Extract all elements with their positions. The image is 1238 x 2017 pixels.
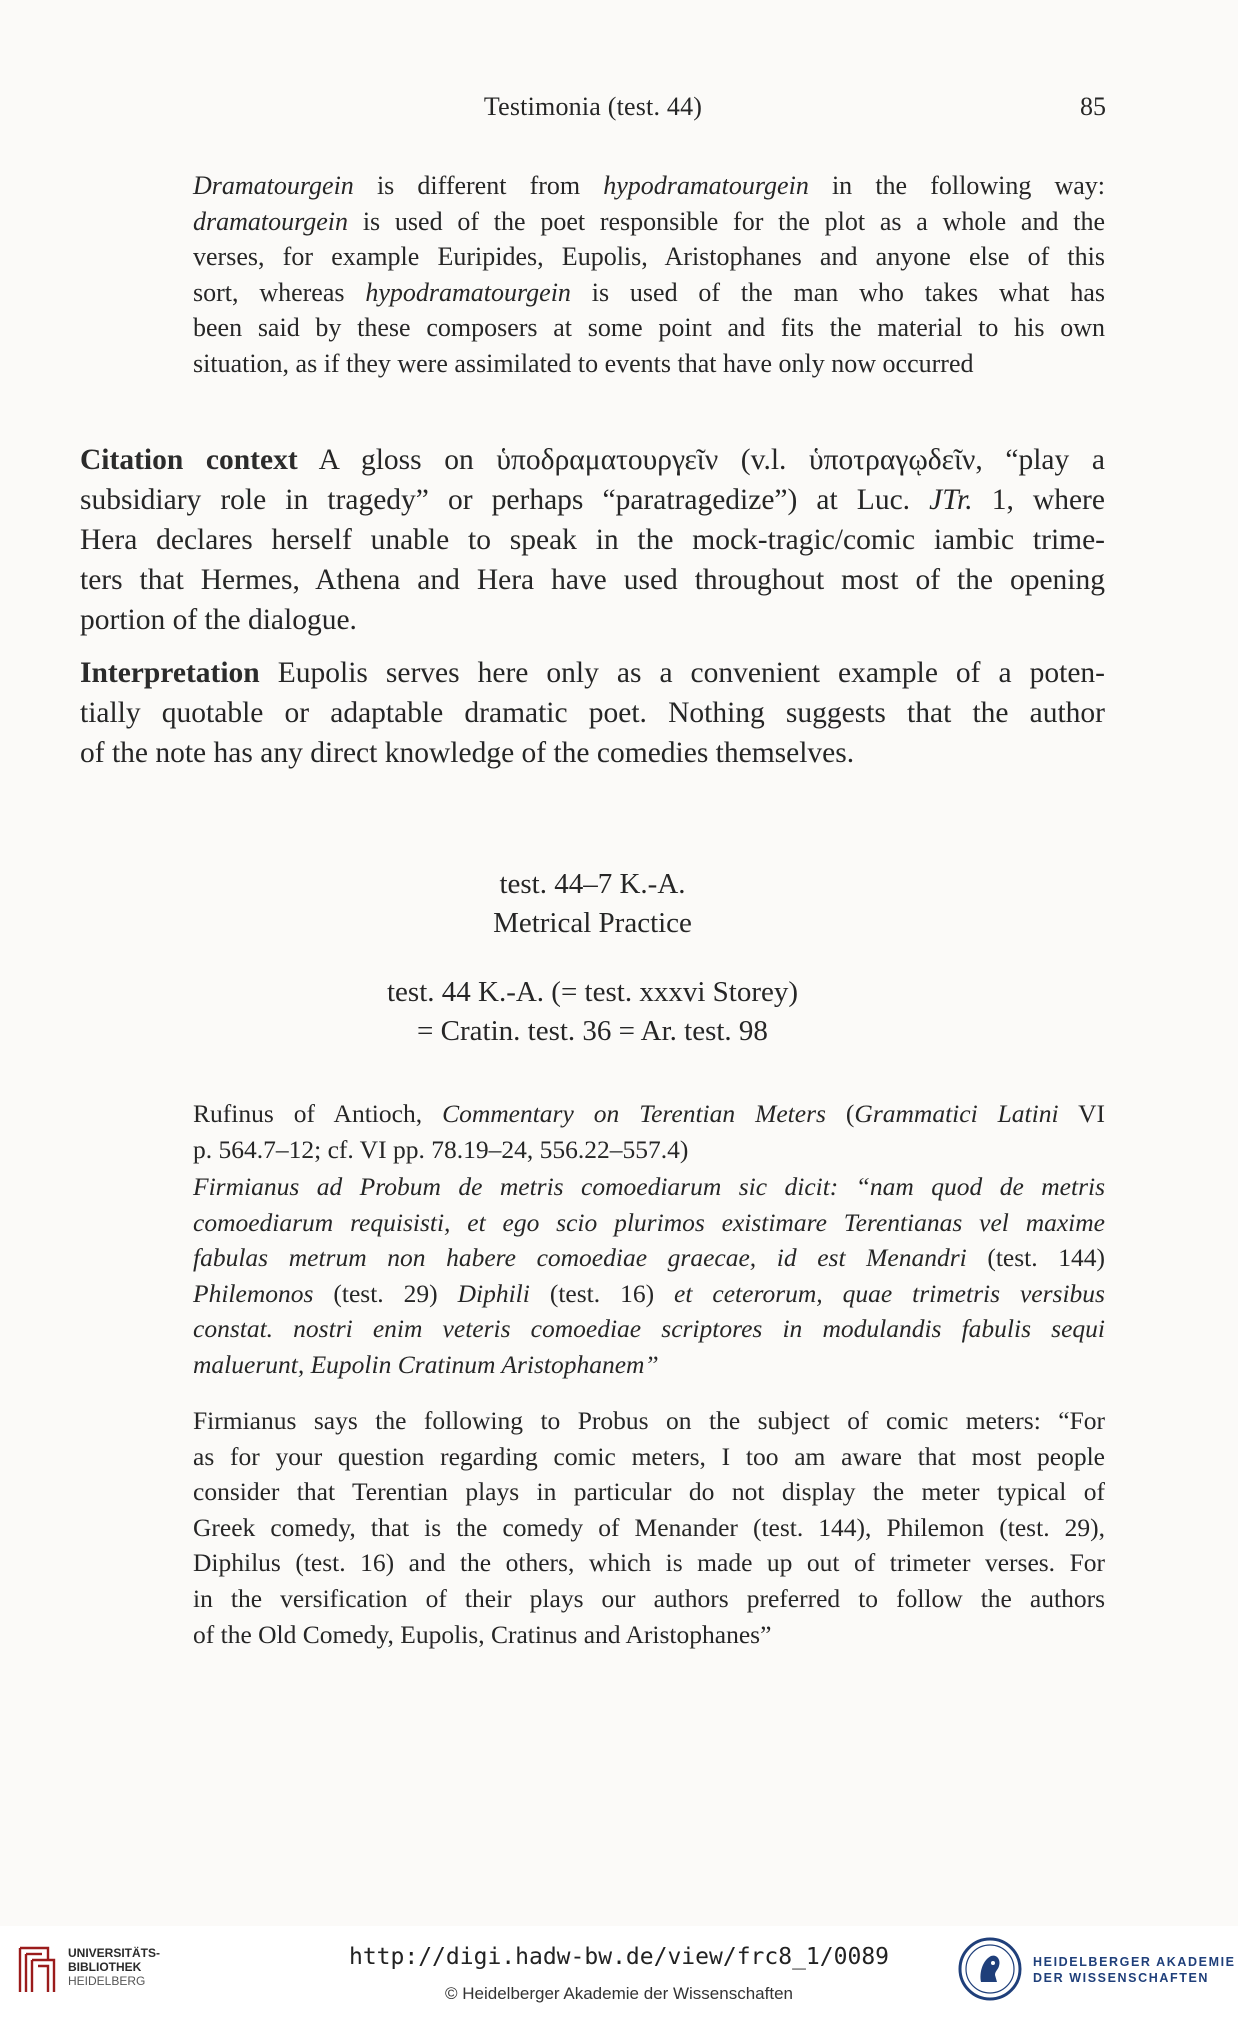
paragraph-text: portion of the dialogue. (80, 604, 357, 636)
quote-text: been said by these composers at some point and fits the material to his own (193, 313, 1105, 343)
academy-name-line: DER WISSENSCHAFTEN (1033, 1971, 1210, 1985)
quote-term: hypodramatourgein (603, 171, 809, 200)
translation-quote (193, 168, 1105, 382)
latin-line (193, 1347, 1105, 1383)
latin-line (193, 1240, 1105, 1276)
paragraph-line (80, 733, 1105, 773)
latin-text-run: constat. nostri enim veteris comoediae scriptores in modulandis fabulis sequi (193, 1314, 1105, 1344)
quote-line (193, 168, 1105, 204)
latin-text-run: Firmianus ad Probum de metris comoediarum sic dicit: “nam quod de metris (193, 1172, 1105, 1201)
paragraph-line (80, 600, 1105, 640)
translation-line: consider that Terentian plays in particular do not display the meter typical of (193, 1477, 1105, 1507)
latin-text-run: Philemonos (193, 1278, 314, 1308)
quote-line (193, 310, 1105, 346)
testimony-reference: (test. 16) (529, 1278, 675, 1308)
paragraph-text: of the note has any direct knowledge of the comedies themselves. (80, 737, 855, 769)
paragraph-line (80, 653, 1105, 693)
latin-text-run: Diphili (457, 1278, 530, 1308)
source-line (193, 1096, 1105, 1132)
paragraph-text: Hera declares herself unable to speak in the mock-tragic/comic iambic trime- (80, 524, 1105, 556)
latin-line (193, 1169, 1105, 1205)
section-heading: test. 44–7 K.-A. (499, 868, 686, 900)
paragraph-text: Eupolis serves here only as a convenient example of a poten- (259, 657, 1105, 689)
citation-context-paragraph (80, 440, 1105, 640)
translation-line: Diphilus (test. 16) and the others, which is made up out of trimeter verses. For (193, 1548, 1105, 1578)
testimony-equivalents: = Cratin. test. 36 = Ar. test. 98 (417, 1015, 768, 1047)
citation-context-label: Citation context (80, 444, 298, 476)
quote-term: Dramatourgein (193, 171, 354, 200)
quote-line (193, 275, 1105, 311)
latin-text-run: fabulas metrum non habere comoediae graecae, id est Menandri (193, 1243, 967, 1273)
translation-line: of the Old Comedy, Eupolis, Cratinus and Aristophanes” (193, 1619, 772, 1649)
copyright-notice: © Heidelberger Akademie der Wissenschaften (445, 1984, 793, 2003)
latin-text (193, 1169, 1105, 1383)
source-citation (193, 1096, 1105, 1167)
permalink-url[interactable]: http://digi.hadw-bw.de/view/frc8_1/0089 (348, 1944, 890, 1970)
paragraph-text: ters that Hermes, Athena and Hera have used throughout most of the opening (80, 564, 1105, 596)
quote-text: situation, as if they were assimilated to events that have only now occurred (193, 348, 974, 378)
latin-line (193, 1276, 1105, 1312)
quote-text: verses, for example Euripides, Eupolis, Aristophanes and anyone else of this (193, 242, 1105, 272)
latin-line (193, 1205, 1105, 1241)
source-reference: p. 564.7–12; cf. VI pp. 78.19–24, 556.22–557.4) (193, 1134, 689, 1164)
quote-term: hypodramatourgein (365, 277, 571, 307)
latin-text-run: maluerunt, Eupolin Cratinum Aristophanem” (193, 1349, 659, 1379)
translation-line: Firmianus says the following to Probus on the subject of comic meters: “For (193, 1406, 1105, 1435)
quote-line (193, 204, 1105, 240)
quote-term: dramatourgein (193, 206, 349, 236)
work-abbreviation: JTr. (929, 484, 973, 516)
paragraph-line (80, 560, 1105, 600)
paragraph-text: tially quotable or adaptable dramatic poet. Nothing suggests that the author (80, 697, 1105, 729)
quote-text: sort, whereas (193, 277, 366, 307)
quote-text: is different from (353, 171, 604, 200)
academy-name-line: HEIDELBERGER AKADEMIE (1033, 1955, 1236, 1969)
running-title: Testimonia (test. 44) (483, 92, 703, 121)
digitization-footer (0, 1926, 1238, 2017)
paragraph-text: subsidiary role in tragedy” or perhaps “paratragedize”) at Luc. (80, 484, 930, 516)
library-name-line: UNIVERSITÄTS- (68, 1946, 161, 1960)
interpretation-paragraph (80, 653, 1105, 773)
translation-line: in the versification of their plays our authors preferred to follow the authors (193, 1583, 1105, 1613)
testimony-reference: (test. 144) (966, 1243, 1105, 1273)
latin-line (193, 1311, 1105, 1347)
paragraph-line (80, 440, 1105, 480)
page-number: 85 (1080, 92, 1106, 121)
source-line (193, 1132, 1105, 1168)
paragraph-line (80, 693, 1105, 733)
source-author: Rufinus of Antioch, (193, 1099, 443, 1128)
testimony-reference: (test. 29) (313, 1278, 458, 1308)
testimony-title: test. 44 K.-A. (= test. xxxvi Storey) (386, 976, 799, 1008)
quote-text: in the following way: (808, 171, 1105, 200)
quote-line (193, 346, 1105, 382)
library-city: HEIDELBERG (68, 1974, 146, 1988)
source-work: Commentary on Terentian Meters (442, 1099, 826, 1128)
paragraph-text: A gloss on ὑποδραματουργεῖν (v.l. ὑποτραγῳδεῖν, “play a (297, 444, 1105, 476)
paragraph-text: 1, where (972, 484, 1105, 516)
english-translation (193, 1403, 1105, 1652)
source-text: ( (825, 1099, 855, 1128)
source-text: VI (1058, 1099, 1106, 1128)
quote-text: is used of the poet responsible for the plot as a whole and the (348, 206, 1105, 236)
paragraph-line (80, 480, 1105, 520)
section-subheading: Metrical Practice (493, 907, 692, 939)
library-name-line: BIBLIOTHEK (68, 1960, 142, 1974)
interpretation-label: Interpretation (80, 657, 260, 689)
latin-text-run: et ceterorum, quae trimetris versibus (674, 1278, 1105, 1308)
academy-name (1033, 1954, 1236, 1986)
source-collection: Grammatici Latini (854, 1099, 1059, 1128)
academy-seal-icon (957, 1936, 1023, 2002)
quote-text: is used of the man who takes what has (570, 277, 1105, 307)
translation-line: as for your question regarding comic meters, I too am aware that most people (193, 1441, 1105, 1471)
running-head (80, 92, 1106, 128)
latin-text-run: comoediarum requisisti, et ego scio plurimos existimare Terentianas vel maxime (193, 1207, 1105, 1237)
paragraph-line (80, 520, 1105, 560)
translation-line: Greek comedy, that is the comedy of Menander (test. 144), Philemon (test. 29), (193, 1512, 1105, 1542)
quote-line (193, 239, 1105, 275)
